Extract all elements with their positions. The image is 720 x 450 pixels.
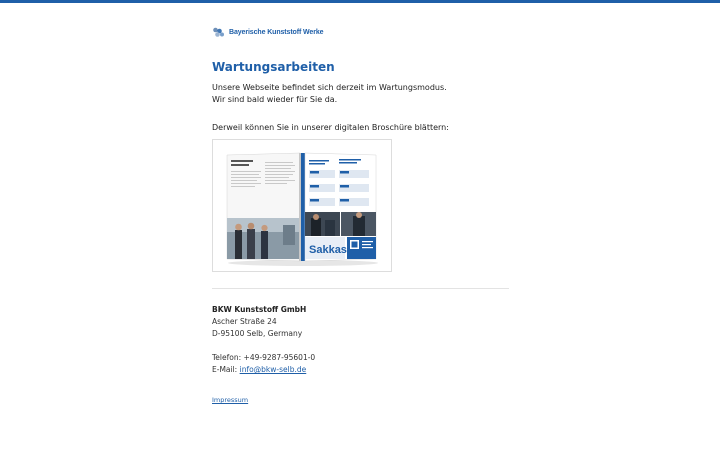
phone-line [212, 352, 315, 364]
digital-brochure-link[interactable] [212, 139, 392, 272]
email-label: E-Mail: [212, 365, 238, 374]
page-title: Wartungsarbeiten [212, 60, 335, 74]
footer-divider [212, 288, 509, 289]
logo-mark-icon [212, 27, 225, 38]
top-accent-bar [0, 0, 720, 3]
company-name: BKW Kunststoff GmbH [212, 305, 307, 314]
brand-name: Bayerische Kunststoff Werke [229, 29, 324, 36]
brand-logo[interactable] [212, 27, 323, 38]
company-street: Ascher Straße 24 [212, 317, 277, 326]
phone-number: +49-9287-95601-0 [243, 353, 316, 362]
email-line [212, 364, 306, 376]
imprint-link[interactable]: Impressum [212, 396, 249, 404]
brochure-intro: Derweil können Sie in unserer digitalen Broschüre blättern: [212, 123, 449, 132]
brochure-cover-word: Sakkas [309, 244, 347, 256]
brochure-preview-image [213, 140, 391, 271]
back-soon-message: Wir sind bald wieder für Sie da. [212, 95, 338, 104]
phone-label: Telefon: [212, 353, 242, 362]
company-city: D-95100 Selb, Germany [212, 329, 303, 338]
email-link[interactable]: info@bkw-selb.de [239, 365, 307, 374]
maintenance-message: Unsere Webseite befindet sich derzeit im Wartungsmodus. [212, 83, 447, 92]
